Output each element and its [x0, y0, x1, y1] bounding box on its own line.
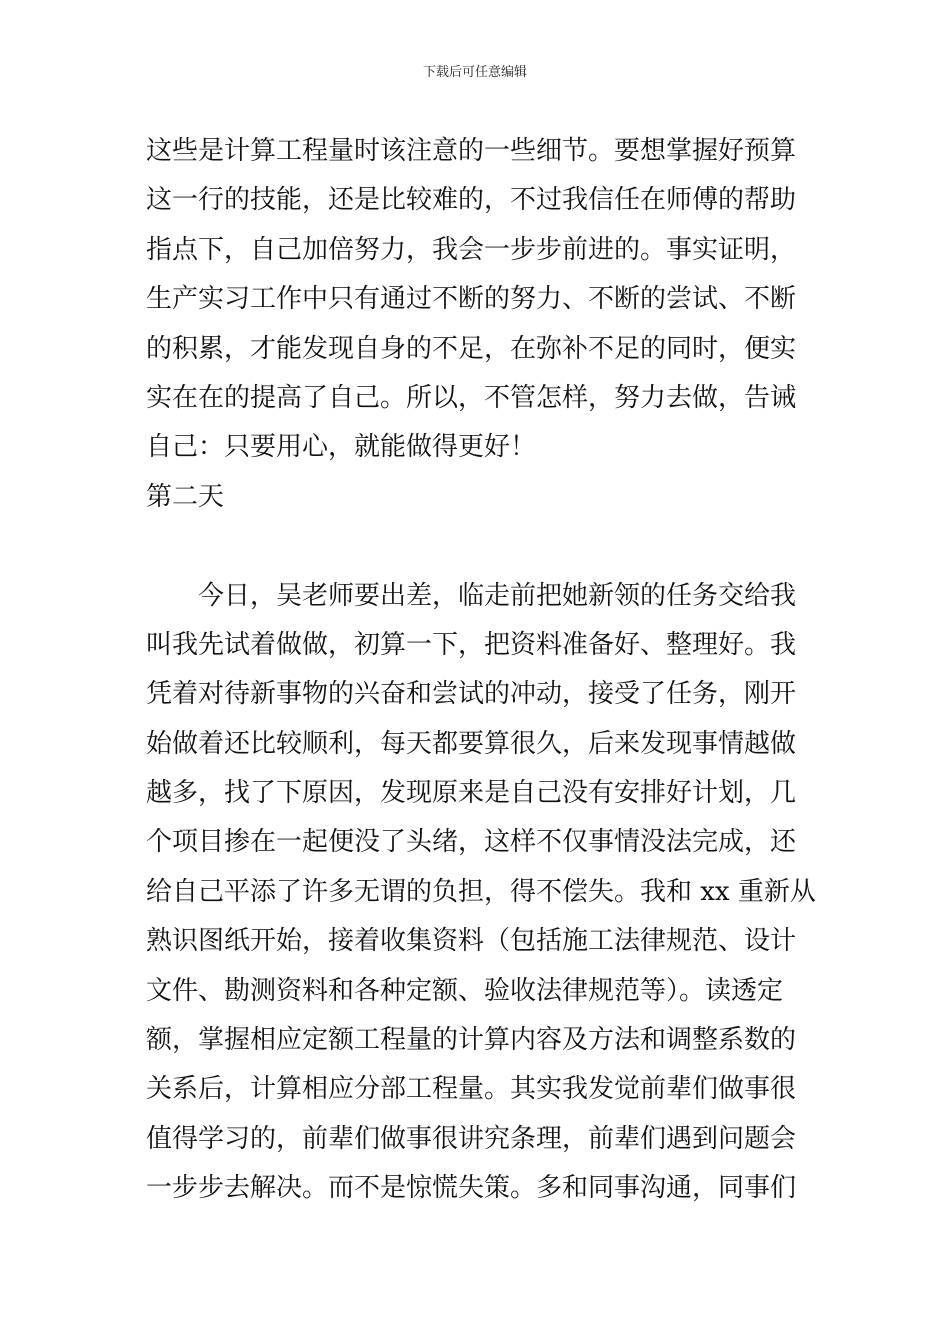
text-line: 始做着还比较顺利，每天都要算很久，后来发现事情越做	[146, 728, 797, 759]
paragraph-first-line: 今日，吴老师要出差，临走前把她新领的任务交给我	[198, 580, 797, 611]
text-line: 个项目掺在一起便没了头绪，这样不仅事情没法完成，还	[146, 827, 797, 858]
text-line: 越多，找了下原因，发现原来是自己没有安排好计划，几	[146, 778, 797, 809]
section-heading: 第二天	[146, 481, 225, 512]
text-line: 给自己平添了许多无谓的负担，得不偿失。我和 xx 重新从	[146, 876, 816, 907]
text-line: 额，掌握相应定额工程量的计算内容及方法和调整系数的	[146, 1025, 797, 1056]
text-line: 叫我先试着做做，初算一下，把资料准备好、整理好。我	[146, 629, 797, 660]
document-body	[146, 127, 816, 1214]
page-header: 下载后可任意编辑	[422, 65, 527, 80]
text-line: 文件、勘测资料和各种定额、验收法律规范等）。读透定	[146, 975, 784, 1006]
text-line: 值得学习的，前辈们做事很讲究条理，前辈们遇到问题会	[146, 1123, 797, 1154]
text-line: 实在在的提高了自己。所以，不管怎样，努力去做，告诫	[146, 382, 797, 413]
text-line: 自己：只要用心，就能做得更好！	[146, 432, 537, 463]
text-line: 的积累，才能发现自身的不足，在弥补不足的同时，便实	[146, 333, 797, 364]
text-line: 这些是计算工程量时该注意的一些细节。要想掌握好预算	[146, 136, 797, 166]
text-line: 生产实习工作中只有通过不断的努力、不断的尝试、不断	[146, 284, 797, 315]
text-line: 熟识图纸开始，接着收集资料（包括施工法律规范、设计	[146, 926, 797, 957]
text-line: 关系后，计算相应分部工程量。其实我发觉前辈们做事很	[146, 1074, 797, 1105]
text-line: 这一行的技能，还是比较难的，不过我信任在师傅的帮助	[146, 185, 797, 216]
text-line: 一步步去解决。而不是惊慌失策。多和同事沟通，同事们	[146, 1173, 797, 1204]
text-line: 指点下，自己加倍努力，我会一步步前进的。事实证明，	[146, 234, 797, 265]
text-line: 凭着对待新事物的兴奋和尝试的冲动，接受了任务，刚开	[146, 679, 797, 710]
blank-line	[146, 522, 812, 571]
